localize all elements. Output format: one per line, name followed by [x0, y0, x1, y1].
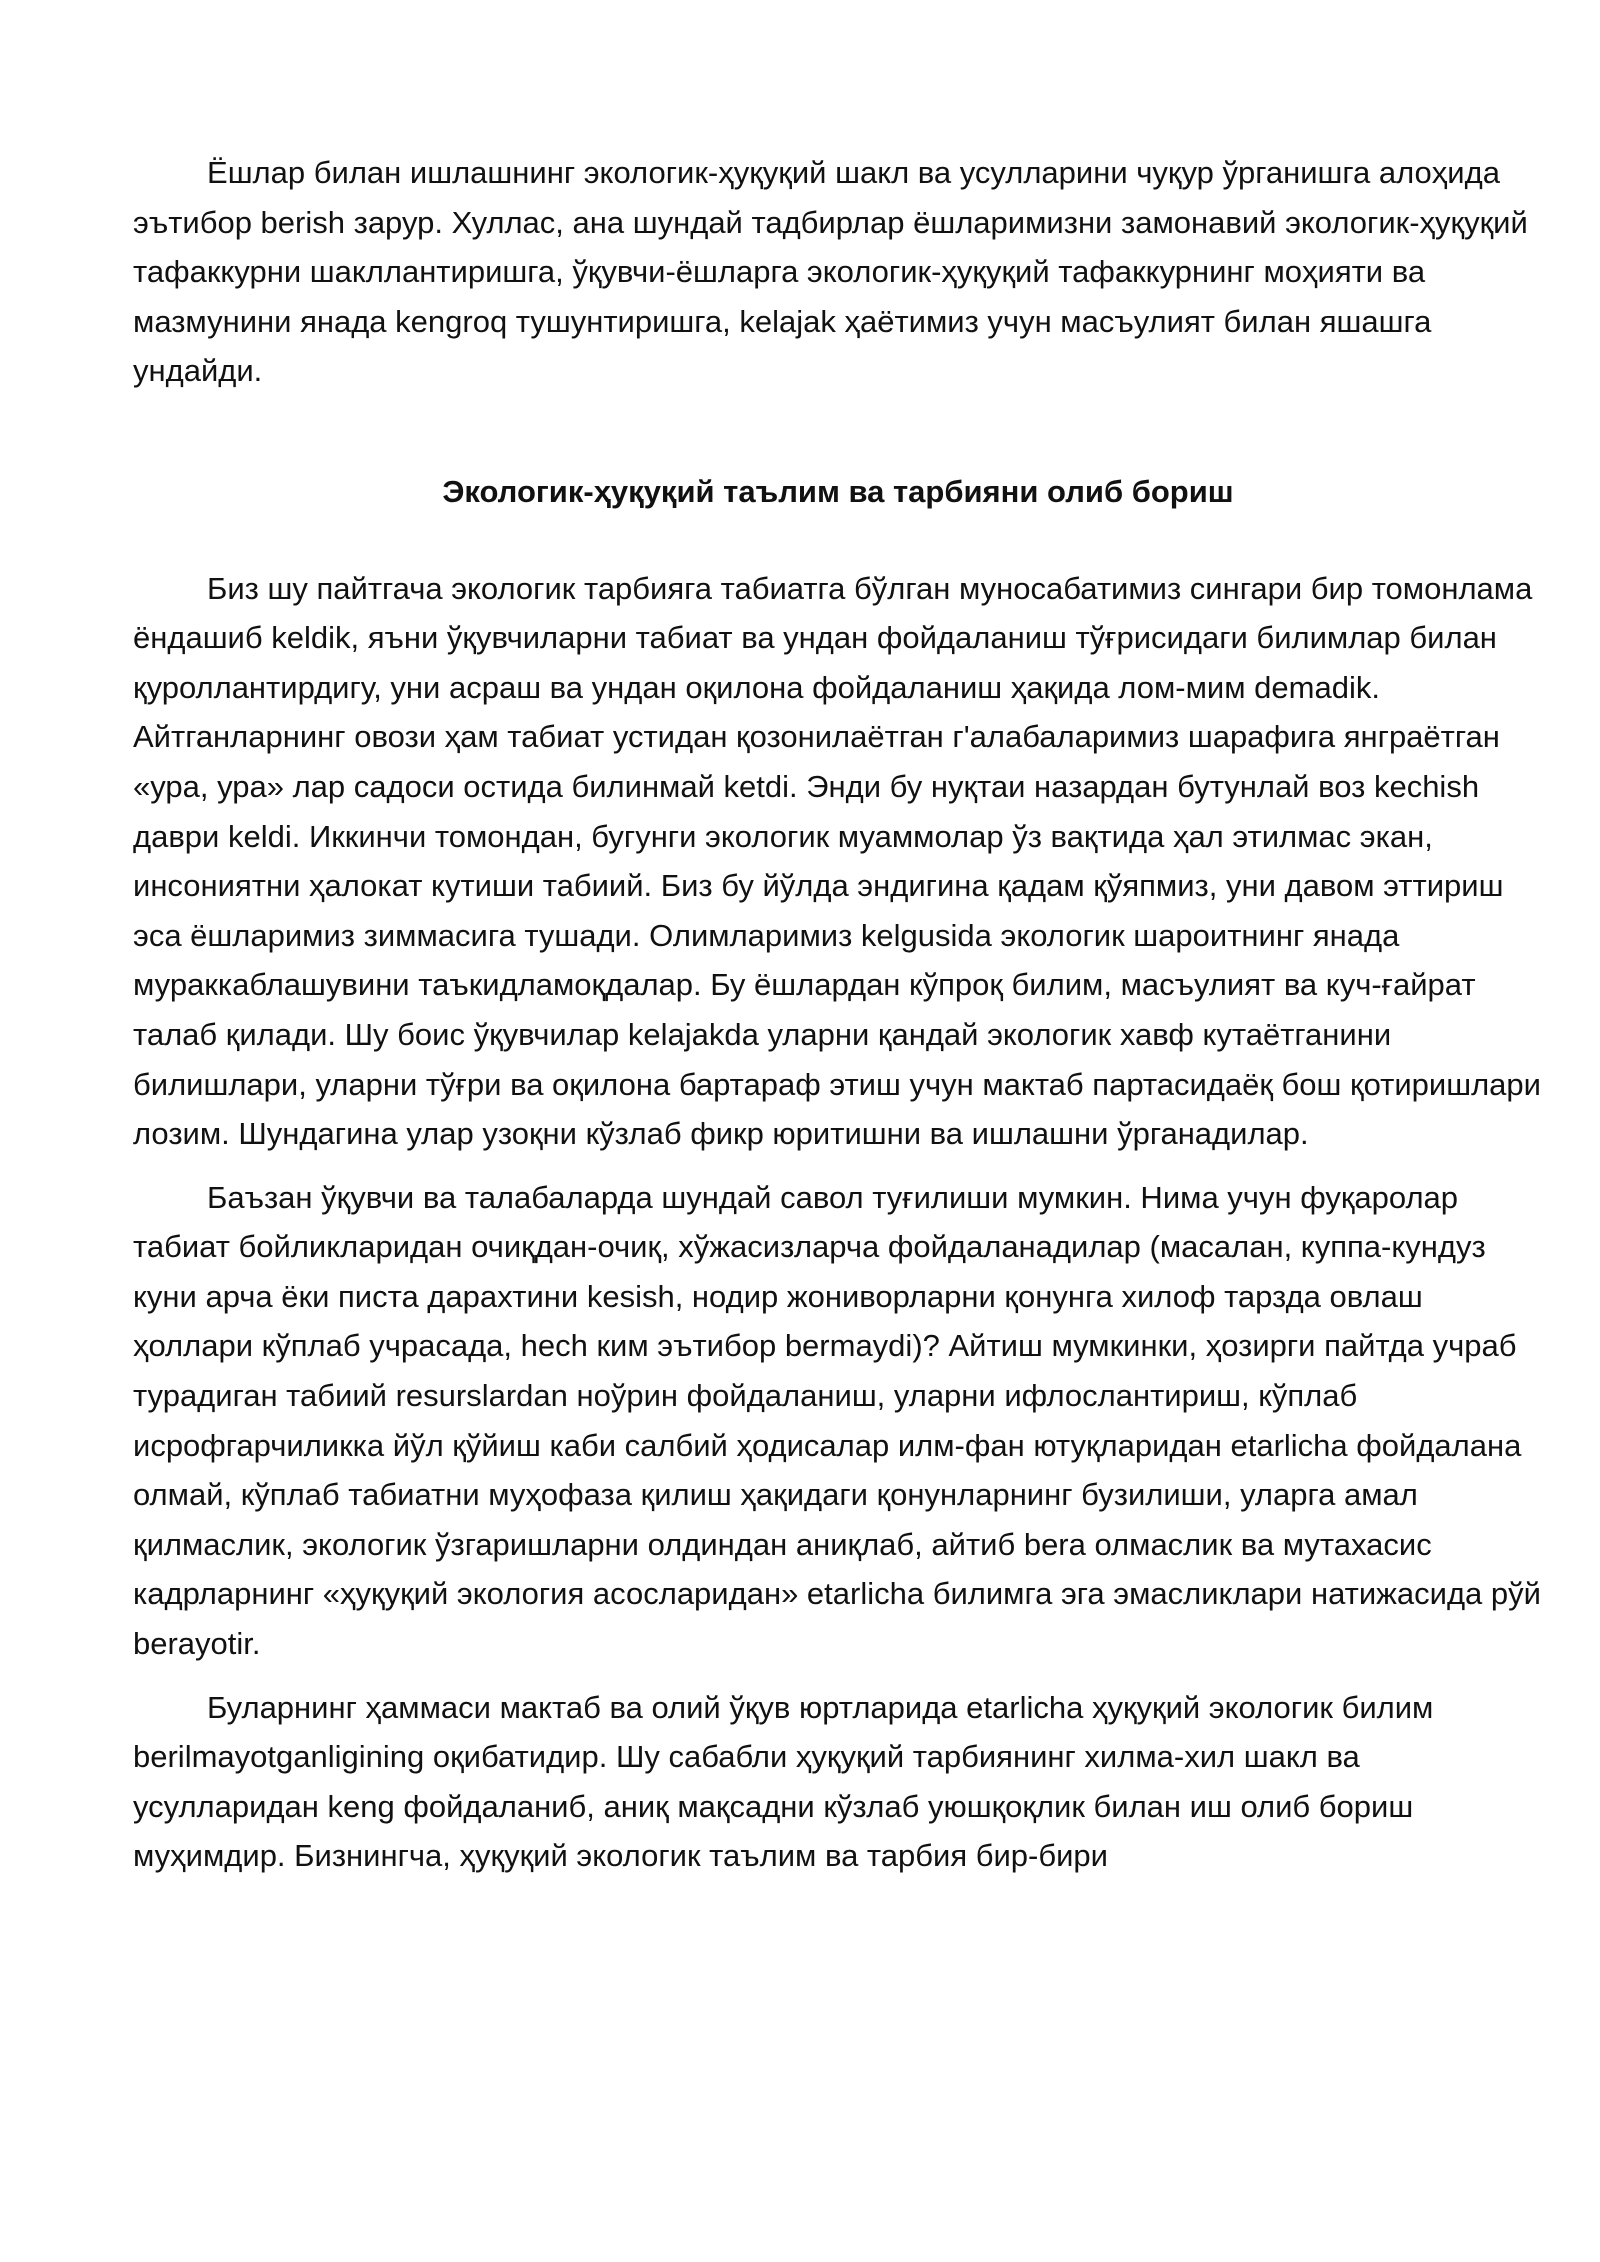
body-paragraph-2: Баъзан ўқувчи ва талабаларда шундай савол туғилиши мумкин. Нима учун фуқаролар табиат бойликларидан очиқдан-очиқ, хўжасизларча фойдаланадилар (масалан, куппа-кундуз куни арча ёки писта дарахтини kesish, нодир жониворларни қонунга хилоф тарзда овлаш ҳоллари кўплаб учрасада, hech ким эътибор bermaydi)? Айтиш мумкинки, ҳозирги пайтда учраб турадиган табиий resurslardan ноўрин фойдаланиш, уларни ифлослантириш, кўплаб исрофгарчиликка йўл қўйиш каби салбий ҳодисалар илм-фан ютуқларидан etarlicha фойдалана олмай, кўплаб табиатни муҳофаза қилиш ҳақидаги қонунларнинг бузилиши, уларга амал қилмаслик, экологик ўзгаришларни олдиндан аниқлаб, айтиб bera олмаслик ва мутахасис кадрларнинг «ҳуқуқий экология асосларидан» etarlicha билимга эга эмасликлари натижасида рўй berayotir. — [133, 1179, 1541, 1662]
section-heading: Экологик-ҳуқуқий таълим ва тарбияни олиб бориш — [442, 473, 1234, 509]
body-paragraph-1: Биз шу пайтгача экологик тарбияга табиатга бўлган муносабатимиз сингари бир томонлама ёндашиб keldik, яъни ўқувчиларни табиат ва ундан фойдаланиш тўғрисидаги билимлар билан қуроллантирдигу, уни асраш ва ундан оқилона фойдаланиш ҳақида лом-мим demadik. Айтганларнинг овози ҳам табиат устидан қозонилаётган г'алабаларимиз шарафига янграётган «ура, ура» лар садоси остида билинмай ketdi. Энди бу нуқтаи назардан бутунлай воз kechish даври keldi. Иккинчи томондан, бугунги экологик муаммолар ўз вақтида ҳал этилмас экан, инсониятни ҳалокат кутиши табиий. Биз бу йўлда эндигина қадам қўяпмиз, уни давом эттириш эса ёшларимиз зиммасига тушади. Олимларимиз kelgusida экологик шароитнинг янада мураккаблашувини таъкидламоқдалар. Бу ёшлардан кўпроқ билим, масъулият ва куч-ғайрат талаб қилади. Шу боис ўқувчилар kelajakda уларни қандай экологик хавф кутаётганини билишлари, уларни тўғри ва оқилона бартараф этиш учун мактаб партасидаёқ бош қотиришлари лозим. Шундагина улар узоқни кўзлаб фикр юритишни ва ишлашни ўрганадилар. — [133, 570, 1541, 1152]
intro-paragraph: Ёшлар билан ишлашнинг экологик-ҳуқуқий шакл ва усулларини чуқур ўрганишга алоҳида эътибор berish зарур. Хуллас, ана шундай тадбирлар ёшларимизни замонавий экологик-ҳуқуқий тафаккурни шакллантиришга, ўқувчи-ёшларга экологик-ҳуқуқий тафаккурнинг моҳияти ва мазмунини янада kengroq тушунтиришга, kelajak ҳаётимиз учун масъулият билан яшашга ундайди. — [133, 155, 1528, 389]
body-paragraph-3: Буларнинг ҳаммаси мактаб ва олий ўқув юртларида etarlicha ҳуқуқий экологик билим berilmayotganligining оқибатидир. Шу сабабли ҳуқуқий тарбиянинг хилма-хил шакл ва усулларидан keng фойдаланиб, аниқ мақсадни кўзлаб уюшқоқлик билан иш олиб бориш муҳимдир. Бизнингча, ҳуқуқий экологик таълим ва тарбия бир-бири — [133, 1689, 1434, 1874]
document-page — [133, 148, 1543, 1881]
